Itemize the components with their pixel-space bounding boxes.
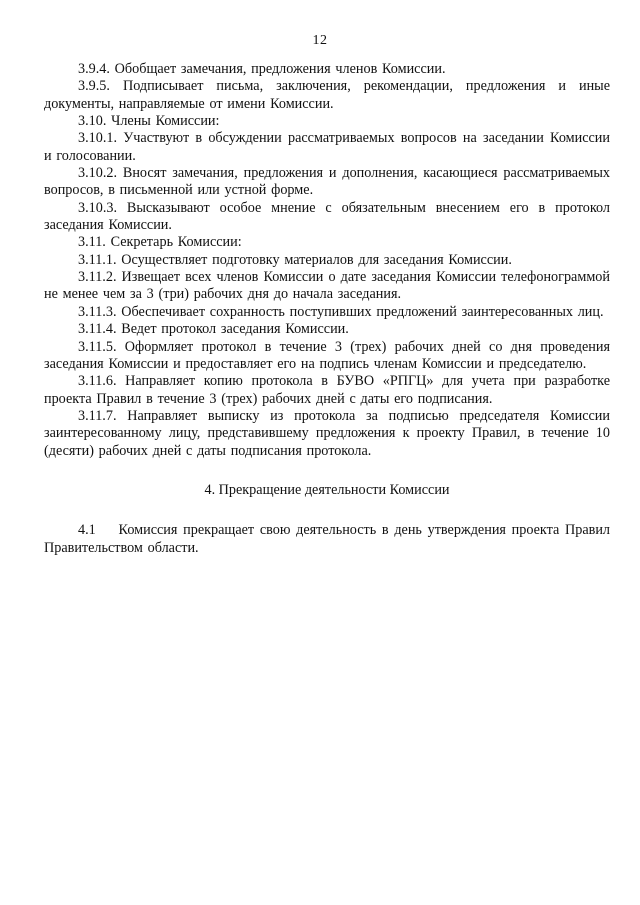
- document-body: [44, 61, 610, 557]
- paragraph-3-9-5: 3.9.5. Подписывает письма, заключения, рекомендации, предложения и иные документы, направляемые от имени Комиссии.: [44, 78, 610, 112]
- paragraph-3-10-2: 3.10.2. Вносят замечания, предложения и дополнения, касающиеся рассматриваемых вопросов, в письменной или устной форме.: [44, 165, 610, 199]
- paragraph-3-11-2: 3.11.2. Извещает всех членов Комиссии о дате заседания Комиссии телефонограммой не менее чем за 3 (три) рабочих дня до начала заседания.: [44, 269, 610, 303]
- paragraph-3-10-3: 3.10.3. Высказывают особое мнение с обязательным внесением его в протокол заседания Комиссии.: [44, 199, 610, 234]
- paragraph-3-11-4: 3.11.4. Ведет протокол заседания Комиссии.: [78, 321, 349, 338]
- paragraph-3-11-7: 3.11.7. Направляет выписку из протокола за подписью председателя Комиссии заинтересованному лицу, представившему предложения к проекту Правил, в течение 10 (десяти) рабочих дней с даты подписания протокола.: [44, 407, 610, 459]
- paragraph-3-10-1: 3.10.1. Участвуют в обсуждении рассматриваемых вопросов на заседании Комиссии и голосовании.: [44, 130, 610, 164]
- paragraph-3-11-3: 3.11.3. Обеспечивает сохранность поступивших предложений заинтересованных лиц.: [78, 303, 604, 320]
- paragraph-4-1: 4.1 Комиссия прекращает свою деятельность в день утверждения проекта Правил Правительством области.: [44, 522, 610, 556]
- paragraph-3-11-5: 3.11.5. Оформляет протокол в течение 3 (трех) рабочих дней со дня проведения заседания Комиссии и предоставляет его на подпись членам Комиссии и председателю.: [44, 338, 610, 372]
- paragraph-3-11: 3.11. Секретарь Комиссии:: [78, 234, 242, 251]
- paragraph-3-10: 3.10. Члены Комиссии:: [78, 113, 220, 130]
- section-heading: 4. Прекращение деятельности Комиссии: [204, 481, 450, 498]
- paragraph-3-11-6: 3.11.6. Направляет копию протокола в БУВО «РПГЦ» для учета при разработке проекта Правил в течение 3 (трех) рабочих дней с даты его подписания.: [44, 373, 610, 407]
- paragraph-3-11-1: 3.11.1. Осуществляет подготовку материалов для заседания Комиссии.: [78, 251, 512, 268]
- page-number: 12: [312, 33, 328, 48]
- paragraph-3-9-4: 3.9.4. Обобщает замечания, предложения членов Комиссии.: [78, 61, 446, 77]
